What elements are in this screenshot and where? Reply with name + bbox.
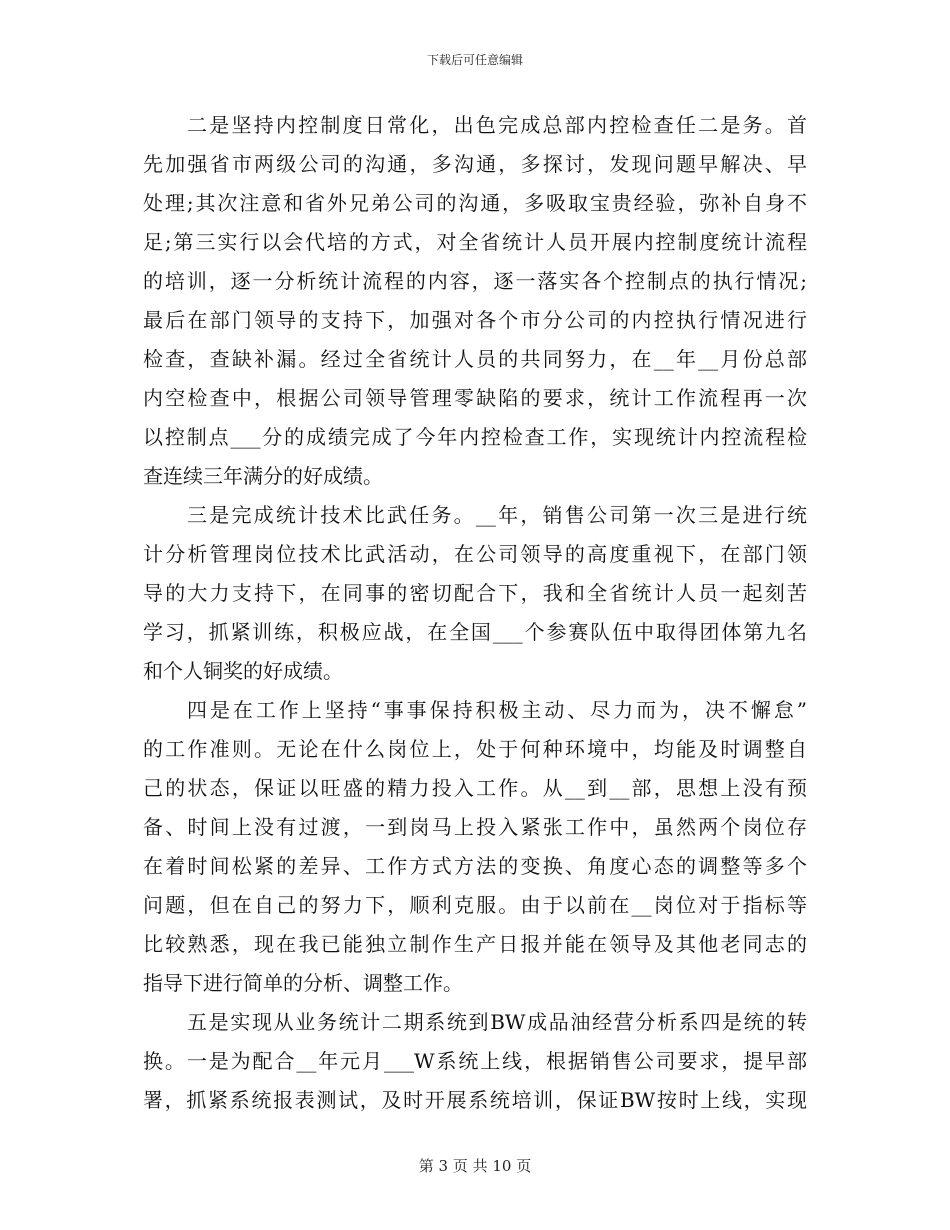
paragraph-line: 问题，但在自己的努力下，顺利克服。由于以前在__岗位对于指标等 <box>143 893 807 917</box>
paragraph-line: 四是在工作上坚持“事事保持积极主动、尽力而为，决不懈怠” <box>187 698 807 722</box>
paragraph-line: 备、时间上没有过渡，一到岗马上投入紧张工作中，虽然两个岗位存 <box>143 815 807 839</box>
paragraph-line: 署，抓紧系统报表测试，及时开展系统培训，保证BW按时上线，实现 <box>143 1088 807 1112</box>
page-number: 第 3 页 共 10 页 <box>418 1157 532 1175</box>
paragraph-line: 计分析管理岗位技术比武活动，在公司领导的高度重视下，在部门领 <box>143 542 807 566</box>
paragraph-line: 在着时间松紧的差异、工作方式方法的变换、角度心态的调整等多个 <box>143 854 807 878</box>
paragraph-line: 先加强省市两级公司的沟通，多沟通，多探讨，发现问题早解决、早 <box>143 152 807 176</box>
paragraph-line: 最后在部门领导的支持下，加强对各个市分公司的内控执行情况进行 <box>143 308 807 332</box>
paragraph-line: 三是完成统计技术比武任务。__年，销售公司第一次三是进行统 <box>187 503 807 527</box>
paragraph-line: 内空检查中，根据公司领导管理零缺陷的要求，统计工作流程再一次 <box>143 386 807 410</box>
paragraph-line: 导的大力支持下，在同事的密切配合下，我和全省统计人员一起刻苦 <box>143 581 807 605</box>
paragraph-line: 学习，抓紧训练，积极应战，在全国___个参赛队伍中取得团体第九名 <box>143 620 807 644</box>
paragraph-line: 的工作准则。无论在什么岗位上，处于何种环境中，均能及时调整自 <box>143 737 807 761</box>
page-header-note: 下载后可任意编辑 <box>426 53 523 67</box>
paragraph-line: 五是实现从业务统计二期系统到BW成品油经营分析系四是统的转 <box>187 1010 807 1034</box>
paragraph-line: 换。一是为配合__年元月___W系统上线，根据销售公司要求，提早部 <box>143 1049 807 1073</box>
paragraph-line: 的培训，逐一分析统计流程的内容，逐一落实各个控制点的执行情况; <box>143 269 807 293</box>
paragraph-line: 和个人铜奖的好成绩。 <box>143 659 343 683</box>
paragraph-line: 查连续三年满分的好成绩。 <box>143 464 383 488</box>
paragraph-line: 比较熟悉，现在我已能独立制作生产日报并能在领导及其他老同志的 <box>143 932 807 956</box>
paragraph-line: 二是坚持内控制度日常化，出色完成总部内控检查任二是务。首 <box>187 113 807 137</box>
document-body <box>143 106 807 1120</box>
paragraph-line: 以控制点___分的成绩完成了今年内控检查工作，实现统计内控流程检 <box>143 425 807 449</box>
paragraph-line: 检查，查缺补漏。经过全省统计人员的共同努力，在__年__月份总部 <box>143 347 807 371</box>
paragraph-line: 指导下进行简单的分析、调整工作。 <box>143 971 463 995</box>
paragraph-line: 足;第三实行以会代培的方式，对全省统计人员开展内控制度统计流程 <box>143 230 807 254</box>
paragraph-line: 处理;其次注意和省外兄弟公司的沟通，多吸取宝贵经验，弥补自身不 <box>143 191 807 215</box>
paragraph-line: 己的状态，保证以旺盛的精力投入工作。从__到__部，思想上没有预 <box>143 776 807 800</box>
